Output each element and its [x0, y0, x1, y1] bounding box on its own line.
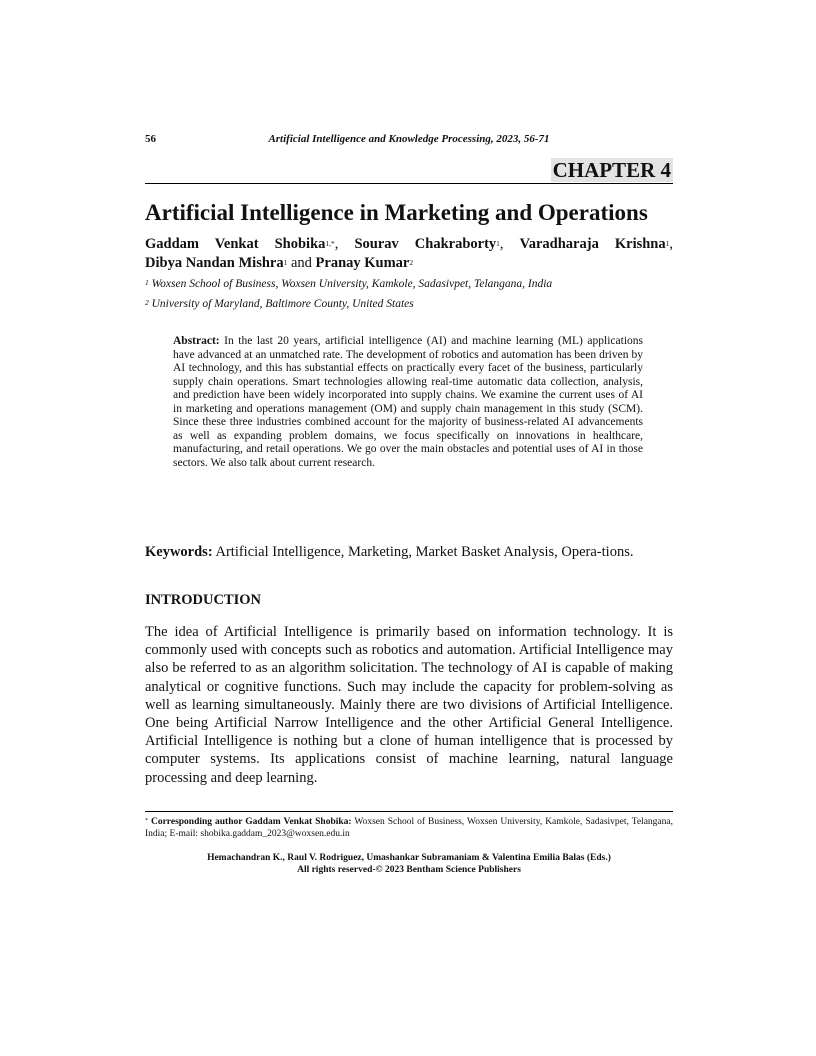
- affiliation-text: Woxsen School of Business, Woxsen University, Kamkole, Sadasivpet, Telangana, India: [148, 278, 553, 290]
- affiliation-1: [145, 277, 673, 291]
- editors-credit: [145, 853, 673, 876]
- author-name: Pranay Kumar: [315, 255, 410, 271]
- author-affil-marker: 1: [496, 239, 500, 248]
- author-line-1: [145, 235, 673, 254]
- author-separator: and: [287, 255, 316, 271]
- author-separator: ,: [334, 236, 355, 252]
- abstract-text: In the last 20 years, artificial intelligence (AI) and machine learning (ML) applications have advanced at an unmatched rate. The development of robotics and automation has been driven by AI technology, and this has substantial effects on practically every facet of the business, particularly supply chain operations. Smart technologies allowing real-time automatic data collection, analysis, and prediction have been widely incorporated into supply chains. We examine the current uses of AI in marketing and operations management (OM) and supply chain management in this study (SCM). Since these three industries combined account for the majority of business-related AI advancements as well as expanding problem domains, we focus specifically on innovations in healthcare, manufacturing, and retail operations. We go over the main obstacles and potential uses of AI in those sectors. We also talk about current research.: [173, 335, 643, 469]
- abstract: [173, 335, 643, 470]
- section-heading-introduction: INTRODUCTION: [145, 592, 262, 608]
- author-affil-marker: 1: [665, 239, 670, 248]
- footnote-divider: [145, 811, 673, 812]
- affiliation-2: [145, 297, 673, 311]
- author-name: Varadharaja Krishna: [519, 236, 666, 252]
- chapter-divider: [145, 183, 673, 184]
- journal-citation: [145, 133, 673, 145]
- chapter-label: CHAPTER 4: [552, 158, 671, 182]
- author-separator: ,: [669, 236, 673, 252]
- editors-names: Hemachandran K., Raul V. Rodriguez, Umashankar Subramaniam & Valentina Emilia Balas (Eds.): [207, 853, 611, 863]
- affiliation-text: University of Maryland, Baltimore County, United States: [148, 298, 414, 310]
- author-line-2: [145, 254, 673, 273]
- author-affil-marker: 1,*: [325, 239, 335, 248]
- author-name: Gaddam Venkat Shobika: [145, 236, 326, 252]
- keywords-text: Artificial Intelligence, Marketing, Market Basket Analysis, Opera-tions.: [212, 544, 634, 560]
- affiliation-marker: 1: [145, 278, 149, 287]
- footnote: [145, 817, 673, 840]
- keywords: [145, 543, 673, 562]
- footnote-marker: *: [145, 818, 148, 824]
- page-number: 56: [145, 133, 156, 145]
- author-list: [145, 235, 673, 273]
- running-head: [145, 133, 673, 149]
- paper-title: Artificial Intelligence in Marketing and Operations: [145, 200, 648, 225]
- author-name: Sourav Chakraborty: [354, 236, 497, 252]
- copyright-line: All rights reserved-© 2023 Bentham Science Publishers: [297, 864, 521, 875]
- author-name: Dibya Nandan Mishra: [145, 255, 284, 271]
- author-separator: ,: [499, 236, 520, 252]
- footnote-label: Corresponding author Gaddam Venkat Shobika:: [148, 817, 352, 827]
- author-affil-marker: 2: [409, 258, 414, 267]
- keywords-label: Keywords:: [145, 544, 213, 560]
- journal-title: Artificial Intelligence and Knowledge Processing: [268, 133, 491, 145]
- affiliation-marker: 2: [145, 298, 149, 307]
- introduction-paragraph: The idea of Artificial Intelligence is primarily based on information technology. It is commonly used with concepts such as robotics and automation. Artificial Intelligence may also be referred to as an algorithm solicitation. The technology of AI is capable of making analytical or cognitive functions. Such may include the capacity for problem-solving as well as learning simultaneously. Mainly there are two divisions of Artificial Intelligence. One being Artificial Narrow Intelligence and the other Artificial General Intelligence. Artificial Intelligence is nothing but a clone of human intelligence that is processed by computer systems. Its applications consist of machine learning, natural language processing and deep learning.: [145, 624, 673, 786]
- footnote-text: Woxsen School of Business, Woxsen University, Kamkole, Sadasivpet, Telangana, India; E-mail: shobika.gaddam_2023@woxsen.edu.in: [145, 817, 673, 839]
- abstract-label: Abstract:: [173, 335, 220, 347]
- author-affil-marker: 1: [283, 258, 288, 267]
- journal-details: , 2023, 56-71: [490, 133, 550, 145]
